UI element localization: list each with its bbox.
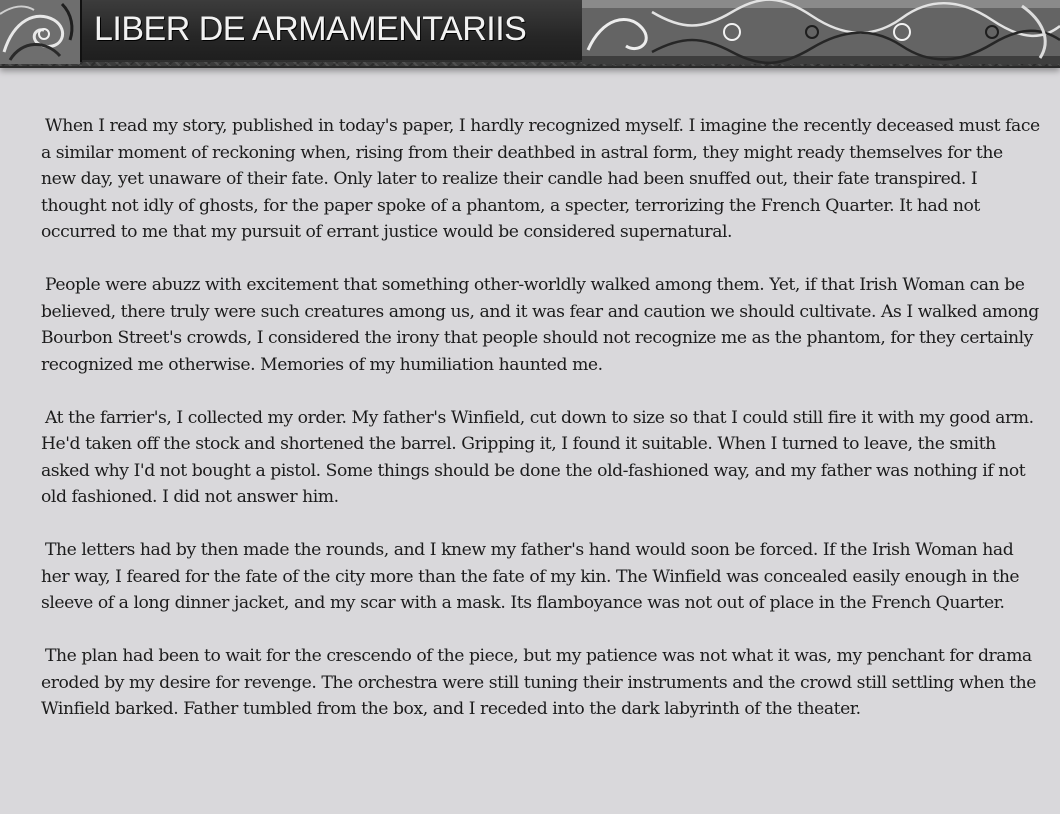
journal-paragraph: The plan had been to wait for the crescendo of the piece, but my patience was not what it was, my penchant for drama eroded by my desire for revenge. The orchestra were still tuning their instruments and the crowd still settling when the Winfield barked. Father tumbled from the box, and I receded into the dark labyrinth of the theater. [41,646,1036,719]
journal-paragraph: When I read my story, published in today's paper, I hardly recognized myself. I imagine the recently deceased must face a similar moment of reckoning when, rising from their deathbed in astral form, they might ready themselves for the new day, yet unaware of their fate. Only later to realize their candle had been snuffed out, their fate transpired. I thought not idly of ghosts, for the paper spoke of a phantom, a specter, terrorizing the French Quarter. It had not occurred to me that my pursuit of errant justice would be considered supernatural. [41,116,1040,242]
journal-paragraph: At the farrier's, I collected my order. My father's Winfield, cut down to size so that I could still fire it with my good arm. He'd taken off the stock and shortened the barrel. Gripping it, I found it suitable. When I turned to leave, the smith asked why I'd not bought a pistol. Some things should be done the old-fashioned way, and my father was nothing if not old fashioned. I did not answer him. [41,407,1034,507]
journal-paragraph: People were abuzz with excitement that something other-worldly walked among them. Yet, if that Irish Woman can be believed, there truly were such creatures among us, and it was fear and caution we should cultivate. As I walked among Bourbon Street's crowds, I considered the irony that people should not recognize me as the phantom, for they certainly recognized me otherwise. Memories of my humiliation haunted me. [41,275,1039,375]
title-plate [80,0,586,62]
journal-entry [41,113,1041,749]
page-title: LIBER DE ARMAMENTARIIS [94,10,527,48]
filigree-ornament-left [0,0,80,64]
journal-paragraph: The letters had by then made the rounds, and I knew my father's hand would soon be forced. If the Irish Woman had her way, I feared for the fate of the city more than the fate of my kin. The Winfield was concealed easily enough in the sleeve of a long dinner jacket, and my scar with a mask. Its flamboyance was not out of place in the French Quarter. [41,540,1020,613]
header-banner [0,0,1060,68]
filigree-ornament-right [582,0,1060,64]
